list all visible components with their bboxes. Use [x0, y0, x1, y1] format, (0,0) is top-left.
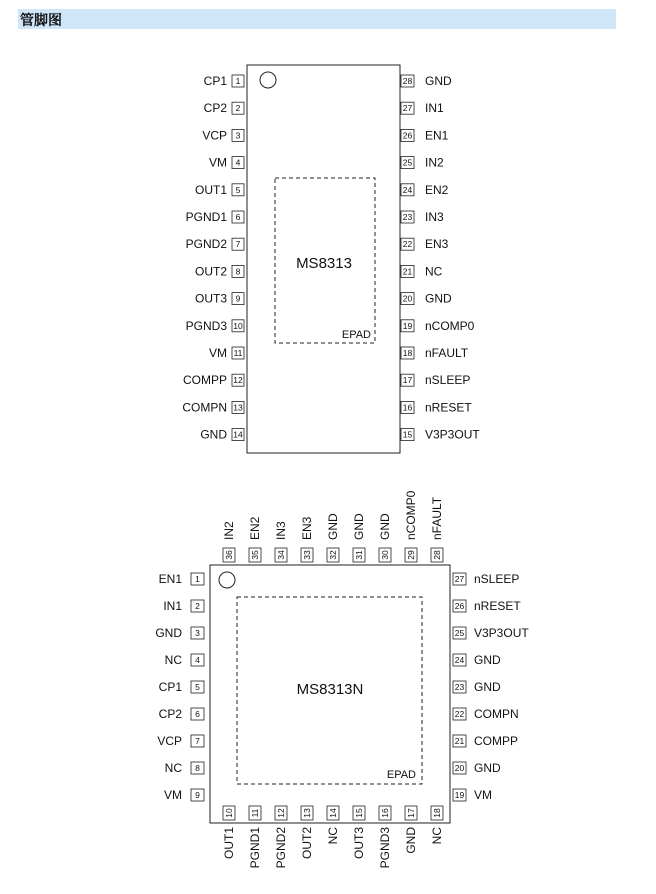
pin-number: 15 [354, 808, 364, 818]
pkg2-pin-7 [157, 734, 204, 748]
pin-number: 16 [380, 808, 390, 818]
pkg1-pin-22 [401, 237, 449, 251]
pin-number: 11 [250, 808, 260, 818]
pkg2-pin-20 [453, 761, 501, 775]
pkg2-pin-25 [453, 626, 529, 640]
pin-name: OUT1 [194, 182, 227, 197]
pin-name: OUT2 [300, 827, 314, 860]
pkg2-pin-28 [430, 496, 444, 562]
pin-name: EN2 [425, 182, 449, 197]
pkg2-pin-33 [300, 516, 314, 562]
pin-name: PGND1 [185, 210, 227, 224]
pkg2-top-pins [222, 490, 444, 562]
pin-name: VCP [157, 734, 182, 748]
pkg1-pin-26 [401, 128, 449, 142]
pkg1-pin-4 [209, 156, 244, 170]
pin-name: PGND2 [185, 237, 227, 252]
pin-name: GND [378, 513, 392, 540]
pin-name: PGND3 [185, 318, 227, 333]
pin-name: EN3 [300, 516, 314, 540]
pin-number: 9 [195, 790, 200, 800]
pin-number: 19 [454, 790, 465, 800]
pin-number: 18 [402, 348, 413, 358]
pin-number: 25 [454, 628, 465, 638]
pin-number: 8 [195, 763, 200, 773]
pin-name: nFAULT [425, 346, 469, 360]
pkg2-pin-4 [165, 653, 204, 667]
pin-name: OUT3 [352, 827, 366, 860]
pin-name: NC [164, 761, 182, 775]
pin-name: GND [474, 680, 501, 694]
pkg1-pin-20 [401, 292, 452, 306]
pin-number: 36 [224, 550, 234, 560]
pin-number: 1 [235, 76, 241, 86]
pin-name: GND [200, 427, 227, 442]
pin-number: 24 [454, 655, 465, 665]
pin-number: 12 [276, 808, 286, 818]
pkg1-chip-name: MS8313 [296, 255, 352, 272]
pkg2-pin-23 [453, 680, 501, 694]
pin-number: 11 [233, 348, 243, 358]
pkg2-pin-30 [378, 513, 392, 562]
pin-name: nCOMP0 [425, 318, 475, 333]
pin-name: VM [209, 346, 227, 360]
pin-number: 1 [195, 574, 200, 584]
pkg1-pin-5 [195, 183, 244, 197]
pin-name: OUT2 [194, 264, 227, 279]
pkg1-pin-14 [200, 428, 244, 442]
pkg2-pin-35 [248, 516, 262, 562]
pin-name: PGND2 [274, 827, 288, 869]
pkg1-pin-21 [401, 264, 443, 278]
pin-number: 21 [402, 266, 413, 277]
pkg2-pin-27 [453, 572, 519, 586]
pkg2-pin-31 [352, 513, 366, 562]
pin-number: 5 [195, 682, 200, 692]
pin-name: nFAULT [430, 496, 444, 540]
pkg1-pin-23 [401, 210, 444, 224]
pin-number: 7 [195, 736, 200, 746]
section-title: 管脚图 [20, 13, 62, 29]
pin-number: 34 [276, 550, 286, 560]
pkg1-pin-17 [401, 373, 470, 387]
pin-name: COMPN [182, 400, 227, 415]
pkg2-pin-24 [453, 653, 501, 667]
pkg2-pin-1 [159, 572, 204, 586]
pkg1-pin-13 [182, 400, 244, 414]
pkg1-right-pins [401, 74, 480, 442]
pin-name: IN2 [222, 521, 236, 540]
pkg2-left-pins [155, 572, 204, 802]
pkg1-pin-25 [401, 156, 444, 170]
pin-name: CP2 [158, 707, 182, 721]
pkg2-pin-16 [378, 806, 392, 868]
pkg1-pin-24 [401, 183, 449, 197]
pin-name: PGND3 [378, 827, 392, 869]
pkg1-pin-2 [204, 101, 244, 115]
pin-number: 3 [195, 628, 200, 638]
pin-number: 23 [402, 212, 413, 222]
pin-number: 33 [302, 550, 312, 560]
pin-name: OUT1 [222, 827, 236, 860]
pkg1-pin1-marker [260, 72, 276, 88]
pin-name: EN2 [248, 516, 262, 540]
pkg1-pin-8 [195, 264, 244, 278]
pin-number: 9 [235, 293, 241, 304]
pkg1-left-pins [182, 74, 244, 442]
pkg2-epad-label: EPAD [386, 769, 416, 781]
pin-name: nRESET [425, 400, 472, 415]
pin-number: 17 [406, 808, 416, 818]
pin-number: 32 [328, 550, 338, 560]
pin-number: 29 [406, 550, 416, 560]
pin-name: GND [425, 291, 452, 306]
pkg1-pin-15 [401, 428, 480, 442]
pin-number: 20 [402, 293, 413, 304]
pkg1-pin-6 [186, 210, 244, 224]
pin-number: 23 [454, 682, 465, 692]
pin-number: 24 [402, 184, 413, 195]
pkg2-pin-5 [159, 680, 204, 694]
pin-name: GND [404, 827, 418, 854]
pkg1-pin-19 [401, 319, 475, 333]
pin-name: CP2 [203, 101, 227, 116]
pin-number: 2 [235, 103, 241, 114]
pin-name: NC [430, 827, 444, 845]
pin-number: 22 [402, 239, 413, 250]
pin-number: 31 [354, 550, 364, 560]
pin-number: 10 [224, 808, 234, 818]
pin-number: 26 [454, 601, 465, 611]
pkg2-pin-18 [430, 806, 444, 844]
pin-number: 12 [233, 375, 243, 386]
pin-number: 7 [235, 239, 241, 250]
pkg1-pin-11 [209, 346, 244, 360]
pkg2-right-pins [453, 572, 529, 802]
pin-name: EN3 [425, 237, 449, 252]
pkg1-pin-10 [186, 319, 244, 333]
pkg2-pin-8 [165, 761, 204, 775]
pin-name: IN1 [163, 599, 182, 613]
pin-number: 13 [233, 402, 243, 413]
pin-number: 15 [402, 429, 413, 440]
pin-name: IN3 [274, 521, 288, 540]
pin-number: 35 [250, 550, 260, 560]
pin-number: 6 [235, 212, 241, 222]
pin-number: 27 [454, 574, 465, 584]
pin-name: OUT3 [194, 291, 227, 306]
pkg2-pin-19 [453, 788, 492, 802]
pkg2-pin-12 [274, 806, 288, 868]
pkg2-pin-13 [300, 806, 314, 859]
pin-number: 25 [402, 157, 413, 168]
pkg2-pin-15 [352, 806, 366, 859]
pkg1-pin-1 [204, 74, 244, 88]
pkg2-pin-26 [453, 599, 521, 613]
pin-name: NC [326, 827, 340, 845]
pin-name: COMPP [182, 373, 227, 388]
pin-number: 17 [402, 375, 413, 386]
pkg2-pin-3 [155, 626, 204, 640]
pin-number: 10 [233, 320, 243, 331]
pin-number: 21 [454, 736, 465, 746]
pin-name: EN1 [425, 128, 449, 143]
pkg2-pin-10 [222, 806, 236, 859]
pin-name: IN1 [425, 101, 444, 116]
pkg1-pin-12 [183, 373, 244, 387]
pin-name: VM [164, 788, 182, 802]
pkg1-epad-label: EPAD [341, 329, 371, 341]
pin-number: 14 [328, 808, 338, 818]
pkg1-pin-28 [401, 74, 452, 88]
pin-number: 16 [402, 402, 413, 413]
pkg2-pin-34 [274, 521, 288, 562]
pkg1-pin-3 [202, 128, 244, 142]
pin-number: 4 [195, 655, 200, 665]
pin-name: GND [474, 653, 501, 667]
pin-name: NC [425, 264, 443, 279]
pin-number: 8 [235, 266, 241, 277]
pin-name: VM [474, 788, 492, 802]
pkg1-pin-7 [186, 237, 244, 251]
pkg2-pin1-marker [219, 572, 235, 588]
pin-name: nRESET [474, 599, 521, 613]
pin-name: VCP [202, 128, 227, 143]
pkg1-pin-18 [401, 346, 469, 360]
pin-number: 4 [235, 157, 241, 168]
pin-name: V3P3OUT [425, 427, 480, 442]
pin-number: 6 [195, 709, 200, 719]
pin-number: 26 [402, 130, 413, 141]
pin-number: 18 [432, 808, 442, 818]
pin-name: COMPN [474, 707, 519, 721]
pin-number: 2 [195, 601, 200, 611]
pin-number: 28 [432, 550, 442, 560]
pkg2-pin-11 [248, 806, 262, 868]
pin-number: 5 [235, 184, 241, 195]
pkg1-pin-16 [401, 400, 472, 414]
pin-number: 30 [380, 550, 390, 560]
pkg2-pin-17 [404, 806, 418, 854]
pkg2-chip-name: MS8313N [296, 681, 364, 698]
pkg2-pin-21 [453, 734, 518, 748]
pkg1-pin-27 [401, 101, 444, 115]
pin-name: CP1 [158, 680, 182, 694]
pin-number: 27 [402, 103, 413, 114]
pin-number: 3 [235, 130, 241, 141]
pin-number: 20 [454, 763, 465, 773]
pin-number: 19 [402, 320, 413, 331]
pin-number: 13 [302, 808, 312, 818]
pkg1-pin-9 [195, 292, 244, 306]
pkg2-bottom-pins [222, 806, 444, 868]
pin-name: nSLEEP [425, 373, 471, 388]
pkg2-pin-36 [222, 521, 236, 562]
pin-name: COMPP [474, 734, 519, 748]
pin-name: IN2 [425, 155, 444, 170]
pin-name: EN1 [158, 572, 182, 586]
pin-name: CP1 [203, 74, 227, 88]
pkg2-pin-2 [163, 599, 204, 613]
pin-name: GND [352, 513, 366, 540]
pin-name: VM [209, 155, 227, 170]
pin-name: NC [164, 653, 182, 667]
pin-name: GND [425, 74, 452, 88]
pin-name: GND [474, 761, 501, 775]
pin-number: 14 [233, 429, 243, 440]
pin-number: 28 [402, 76, 413, 86]
pin-name: nSLEEP [474, 572, 520, 586]
pin-name: PGND1 [248, 827, 262, 869]
pin-name: V3P3OUT [474, 626, 529, 640]
pin-number: 22 [454, 709, 465, 719]
pkg2-pin-22 [453, 707, 519, 721]
pin-name: nCOMP0 [404, 490, 418, 540]
pkg2-pin-14 [326, 806, 340, 844]
pin-name: GND [326, 513, 340, 540]
pkg2-pin-9 [164, 788, 204, 802]
pkg2-pin-32 [326, 513, 340, 562]
pkg2-pin-29 [404, 490, 418, 562]
pin-name: GND [155, 626, 182, 640]
pkg2-pin-6 [159, 707, 204, 721]
pin-name: IN3 [425, 210, 444, 224]
